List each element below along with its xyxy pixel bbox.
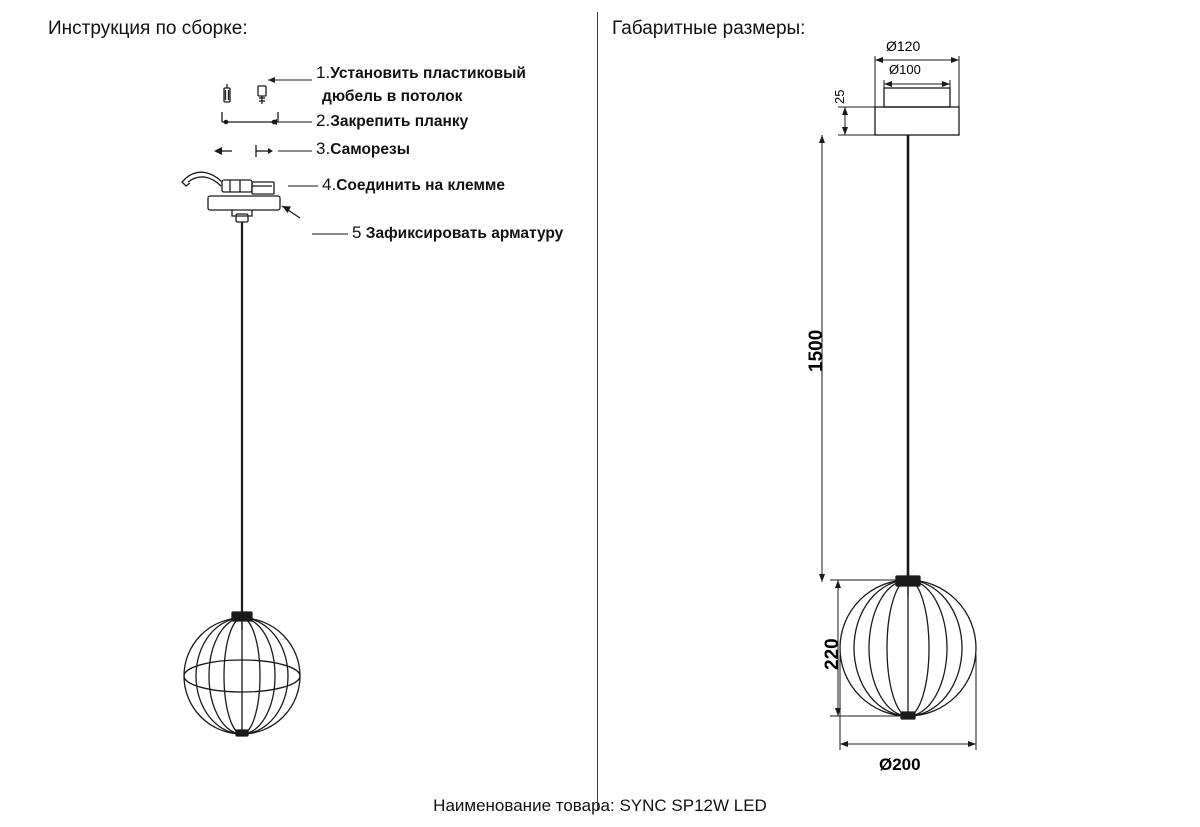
- step-3-separator: .: [325, 139, 331, 158]
- dim-label-canopy-inner: Ø100: [889, 62, 921, 77]
- canopy-inner-body: [884, 88, 950, 107]
- terminal-connection: [182, 172, 274, 194]
- self-tapping-screws: [214, 145, 273, 157]
- fixture-base: [208, 196, 300, 222]
- dim-label-canopy-outer: Ø120: [886, 38, 921, 54]
- step-2-text: Закрепить планку: [330, 113, 469, 130]
- step-1-text: Установить пластиковый: [330, 65, 526, 82]
- dowel-part: [224, 84, 230, 102]
- step-1-label-line2: дюбель в потолок: [322, 88, 463, 105]
- step-5-label: [352, 223, 563, 243]
- step-5-text: Зафиксировать арматуру: [365, 225, 564, 242]
- assembly-illustration: [182, 84, 300, 736]
- step-3-text: Саморезы: [330, 141, 410, 158]
- step-2-label: [316, 111, 468, 131]
- dim-label-shade-diameter: Ø200: [879, 755, 921, 774]
- product-name-footer: Наименование товара: SYNC SP12W LED: [433, 796, 767, 815]
- step-4-number: 4: [322, 175, 332, 194]
- assembly-panel-title: Инструкция по сборке:: [48, 18, 248, 39]
- dim-canopy-inner: [884, 80, 950, 92]
- step-4-text: Соединить на клемме: [336, 177, 506, 194]
- screw-part: [258, 86, 266, 104]
- step-2-separator: .: [325, 111, 331, 130]
- step-2-number: 2: [316, 111, 326, 130]
- dim-label-canopy-height: 25: [832, 89, 847, 104]
- step-4-label: [322, 175, 505, 195]
- step-1-number: 1: [316, 63, 326, 82]
- step-5-number: 5: [352, 223, 362, 242]
- canopy-body: [875, 107, 959, 135]
- step-3-number: 3: [316, 139, 326, 158]
- dim-label-shade-height: 220: [822, 638, 843, 670]
- dimensions-panel-title: Габаритные размеры:: [612, 18, 806, 39]
- shade-left: [184, 618, 300, 736]
- step-4-separator: .: [331, 175, 337, 194]
- dim-canopy-height: [838, 107, 875, 135]
- dim-label-cord-length: 1500: [806, 329, 827, 372]
- step-1-separator: .: [325, 63, 331, 82]
- mounting-bar: [222, 112, 278, 124]
- step-3-label: [316, 139, 410, 159]
- shade-right: [840, 580, 976, 719]
- step-1-label: [316, 63, 526, 83]
